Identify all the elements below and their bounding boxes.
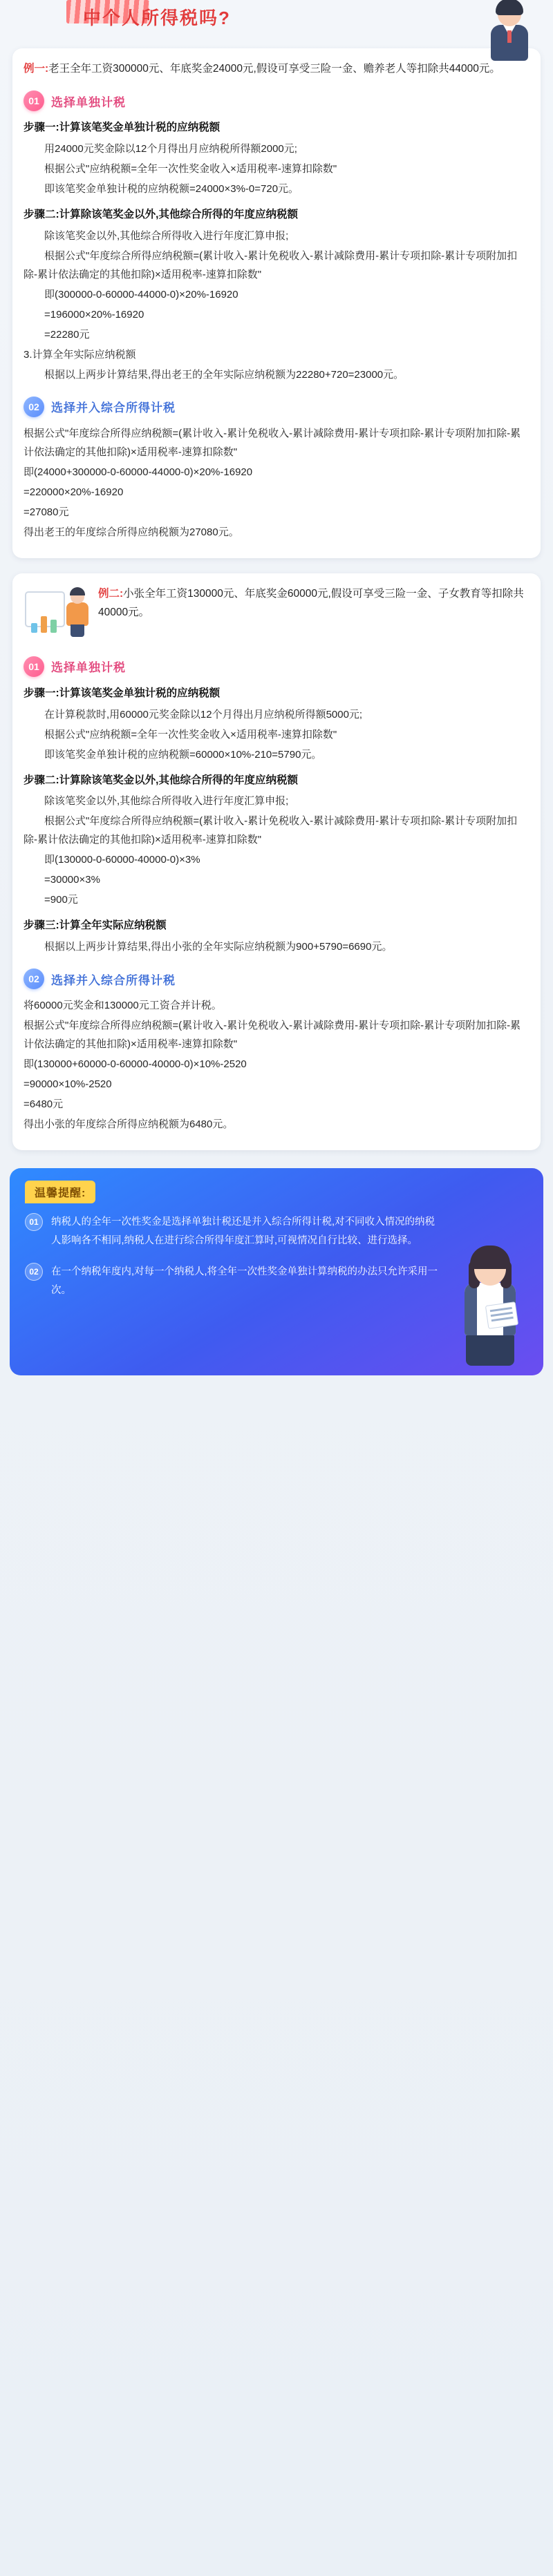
tip-number-badge: 01	[25, 1213, 43, 1231]
step-title: 步骤一:计算该笔奖金单独计税的应纳税额	[24, 687, 221, 699]
paragraph: 将60000元奖金和130000元工资合并计税。	[24, 1000, 222, 1012]
example-1-section-1-header	[24, 90, 529, 111]
section-title: 选择单独计税	[51, 661, 126, 675]
illustration-businessman-icon	[485, 0, 534, 65]
illustration-chart-presenter-icon	[24, 584, 90, 644]
section-number-badge: 01	[24, 656, 44, 677]
paragraph: 根据以上两步计算结果,得出小张的全年实际应纳税额为900+5790=6690元。	[44, 941, 393, 953]
paragraph: 根据公式"年度综合所得应纳税额=(累计收入-累计免税收入-累计减除费用-累计专项扣除-累计专项附加扣除-累计依法确定的其他扣除)×适用税率-速算扣除数"	[24, 1020, 521, 1051]
section-number-badge: 02	[24, 969, 44, 989]
example-2-card	[12, 573, 541, 1150]
step-title: 步骤三:计算全年实际应纳税额	[24, 919, 167, 932]
paragraph: =30000×3%	[44, 874, 100, 886]
tip-text: 纳税人的全年一次性奖金是选择单独计税还是并入综合所得计税,对不同收入情况的纳税人影响各不相同,纳税人在进行综合所得年度汇算时,可视情况自行比较、进行选择。	[51, 1217, 435, 1246]
step-title: 步骤一:计算该笔奖金单独计税的应纳税额	[24, 122, 221, 134]
example-2-text: 小张全年工资130000元、年底奖金60000元,假设可享受三险一金、子女教育等扣除共40000元。	[98, 587, 524, 618]
example-2-section-1-header	[24, 656, 529, 677]
paragraph: 根据公式"年度综合所得应纳税额=(累计收入-累计免税收入-累计减除费用-累计专项扣除-累计专项附加扣除-累计依法确定的其他扣除)×适用税率-速算扣除数"	[24, 427, 521, 458]
paragraph: 根据公式"年度综合所得应纳税额=(累计收入-累计免税收入-累计减除费用-累计专项扣除-累计专项附加扣除-累计依法确定的其他扣除)×适用税率-速算扣除数"	[24, 249, 518, 280]
tip-text: 在一个纳税年度内,对每一个纳税人,将全年一次性奖金单独计算纳税的办法只允许采用一次。	[51, 1266, 438, 1296]
paragraph: =90000×10%-2520	[24, 1078, 112, 1091]
paragraph: 即(24000+300000-0-60000-44000-0)×20%-16920	[24, 466, 253, 478]
paragraph: =220000×20%-16920	[24, 486, 124, 498]
tips-panel	[10, 1168, 543, 1375]
tip-number-badge: 02	[25, 1263, 43, 1281]
tips-badge: 温馨提醒:	[25, 1181, 95, 1203]
example-1-label: 例一:	[24, 63, 49, 75]
step-title: 步骤二:计算除该笔奖金以外,其他综合所得的年度应纳税额	[24, 208, 298, 220]
paragraph: =22280元	[44, 328, 90, 341]
example-2-intro	[98, 584, 529, 622]
paragraph: 在计算税款时,用60000元奖金除以12个月得出月应纳税所得额5000元;	[44, 708, 363, 721]
paragraph: =196000×20%-16920	[44, 308, 144, 321]
example-1-text: 老王全年工资300000元、年底奖金24000元,假设可享受三险一金、赡养老人等扣除共44000元。	[48, 63, 500, 75]
paragraph: =900元	[44, 894, 78, 906]
tip-item	[25, 1213, 440, 1250]
example-1-card	[12, 48, 541, 558]
illustration-businesswoman-icon	[445, 1240, 536, 1375]
paragraph: 除该笔奖金以外,其他综合所得收入进行年度汇算申报;	[44, 229, 289, 242]
paragraph: 根据公式"应纳税额=全年一次性奖金收入×适用税率-速算扣除数"	[44, 162, 337, 175]
example-2-section-2-header	[24, 969, 529, 989]
example-1-section-2-header	[24, 397, 529, 417]
section-title: 选择单独计税	[51, 95, 126, 109]
paragraph: 3.计算全年实际应纳税额	[24, 348, 136, 361]
paragraph: 即(130000-0-60000-40000-0)×3%	[44, 854, 200, 866]
section-title: 选择并入综合所得计税	[51, 973, 176, 987]
example-1-intro	[24, 59, 529, 78]
tip-item	[25, 1263, 440, 1300]
paragraph: =6480元	[24, 1098, 64, 1111]
paragraph: 根据公式"应纳税额=全年一次性奖金收入×适用税率-速算扣除数"	[44, 728, 337, 741]
paragraph: 除该笔奖金以外,其他综合所得收入进行年度汇算申报;	[44, 795, 289, 808]
example-2-label: 例二:	[98, 587, 124, 600]
example-2-header	[24, 584, 529, 644]
paragraph: 根据公式"年度综合所得应纳税额=(累计收入-累计免税收入-累计减除费用-累计专项扣除-累计专项附加扣除-累计依法确定的其他扣除)×适用税率-速算扣除数"	[24, 815, 518, 846]
section-number-badge: 01	[24, 90, 44, 111]
paragraph: =27080元	[24, 506, 69, 518]
paragraph: 根据以上两步计算结果,得出老王的全年实际应纳税额为22280+720=23000元。	[44, 368, 404, 381]
example-1-header	[24, 59, 529, 78]
paragraph: 即(130000+60000-0-60000-40000-0)×10%-2520	[24, 1058, 247, 1071]
section-title: 选择并入综合所得计税	[51, 401, 176, 415]
step-title: 步骤二:计算除该笔奖金以外,其他综合所得的年度应纳税额	[24, 774, 298, 786]
section-number-badge: 02	[24, 397, 44, 417]
top-banner	[0, 0, 553, 48]
page-title: 中个人所得税吗?	[83, 8, 231, 28]
paragraph: 用24000元奖金除以12个月得出月应纳税所得额2000元;	[44, 142, 297, 155]
paragraph: 得出老王的年度综合所得应纳税额为27080元。	[24, 526, 239, 538]
paragraph: 即该笔奖金单独计税的应纳税额=60000×10%-210=5790元。	[44, 748, 322, 761]
paragraph: 即(300000-0-60000-44000-0)×20%-16920	[44, 288, 238, 300]
paragraph: 即该笔奖金单独计税的应纳税额=24000×3%-0=720元。	[44, 182, 299, 195]
paragraph: 得出小张的年度综合所得应纳税额为6480元。	[24, 1118, 234, 1131]
